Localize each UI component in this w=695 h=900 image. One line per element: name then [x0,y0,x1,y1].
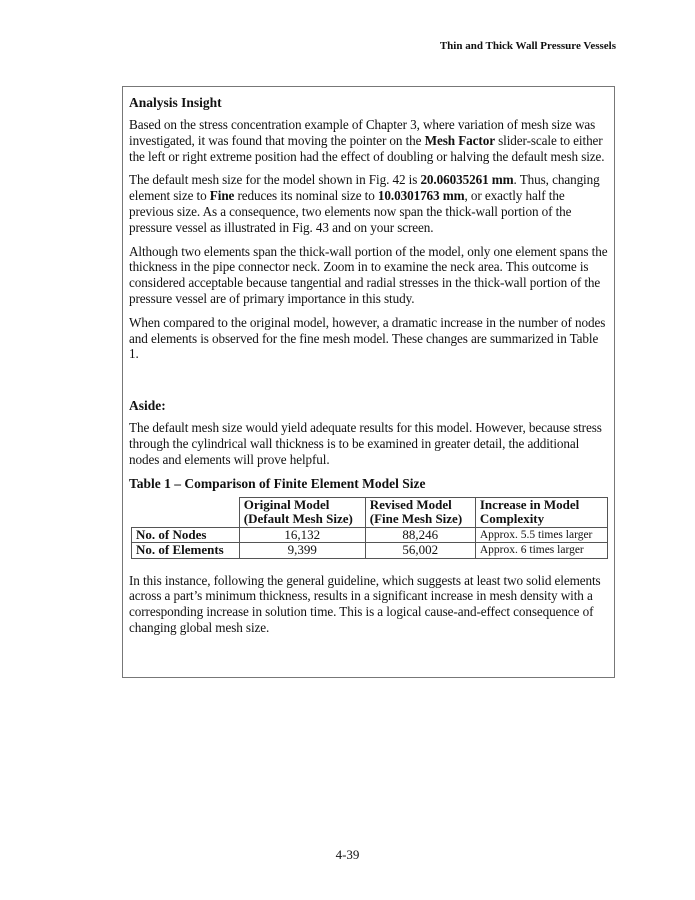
table-corner-cell [132,497,240,527]
page-number: 4-39 [335,847,360,862]
comparison-table [131,497,608,559]
p2-e: reduces its nominal size to [234,188,378,204]
fine-term: Fine [209,188,235,204]
table-header-row [132,497,608,527]
table-row [132,527,608,543]
p1-end-text: slider-scale to either the left or right extreme position had the effect of doubling or halving the default mesh size. [129,132,605,164]
col-increase: Increase in Model Complexity [475,497,607,527]
cell-elements-increase: Approx. 6 times larger [475,543,607,559]
mesh-factor-term: Mesh Factor [424,132,495,148]
table-caption: Table 1 – Comparison of Finite Element Model Size [129,475,426,491]
cell-nodes-increase: Approx. 5.5 times larger [475,527,607,543]
row-label-nodes: No. of Nodes [132,527,240,543]
aside-heading: Aside: [129,398,166,414]
col-original-model: Original Model (Default Mesh Size) [239,497,365,527]
row-label-elements: No. of Elements [132,543,240,559]
analysis-insight-box [122,86,615,678]
paragraph-comparison: When compared to the original model, however, a dramatic increase in the number of nodes and elements is observed for the fine mesh model. These changes are summarized in Table 1. [129,314,606,362]
spacer [129,370,608,398]
cell-nodes-original: 16,132 [239,527,365,543]
p2-g: , or exactly half the previous size. As a consequence, two elements now span the thick-wall portion of the pressure vessel as illustrated in Fig. 43 and on your screen. [129,188,572,235]
table-row [132,543,608,559]
cell-elements-revised: 56,002 [365,543,475,559]
default-mesh-size: 20.06035261 mm [420,172,514,188]
fine-mesh-size: 10.0301763 mm [377,188,465,204]
p1-text: Based on the stress concentration example of Chapter 3, where variation of mesh size was investigated, it was found that moving the pointer on the [129,117,596,148]
paragraph-aside: The default mesh size would yield adequate results for this model. However, because stress through the cylindrical wall thickness is to be examined in greater detail, the additional nodes and elements will prove helpful. [129,420,602,467]
paragraph-guideline: In this instance, following the general guideline, which suggests at least two solid elements across a part’s minimum thickness, results in a significant increase in mesh density with a corresponding increase in solution time. This is a logical cause-and-effect consequence of changing global mesh size. [129,572,601,635]
paragraph-neck: Although two elements span the thick-wall portion of the model, only one element spans the thickness in the pipe connector neck. Zoom in to examine the neck area. This outcome is considered acceptable because tangential and radial stresses in the thick-wall portion of the pressure vessel are of primary importance in this study. [129,243,608,306]
p2-a: The default mesh size for the model shown in Fig. 42 is [129,172,421,188]
paragraph-mesh-factor [129,117,608,164]
col-revised-model: Revised Model (Fine Mesh Size) [365,497,475,527]
cell-elements-original: 9,399 [239,543,365,559]
p2-c: . Thus, changing element size to [129,172,600,204]
cell-nodes-revised: 88,246 [365,527,475,543]
paragraph-mesh-size [129,172,608,235]
running-header: Thin and Thick Wall Pressure Vessels [439,40,616,52]
analysis-insight-heading: Analysis Insight [129,95,222,110]
